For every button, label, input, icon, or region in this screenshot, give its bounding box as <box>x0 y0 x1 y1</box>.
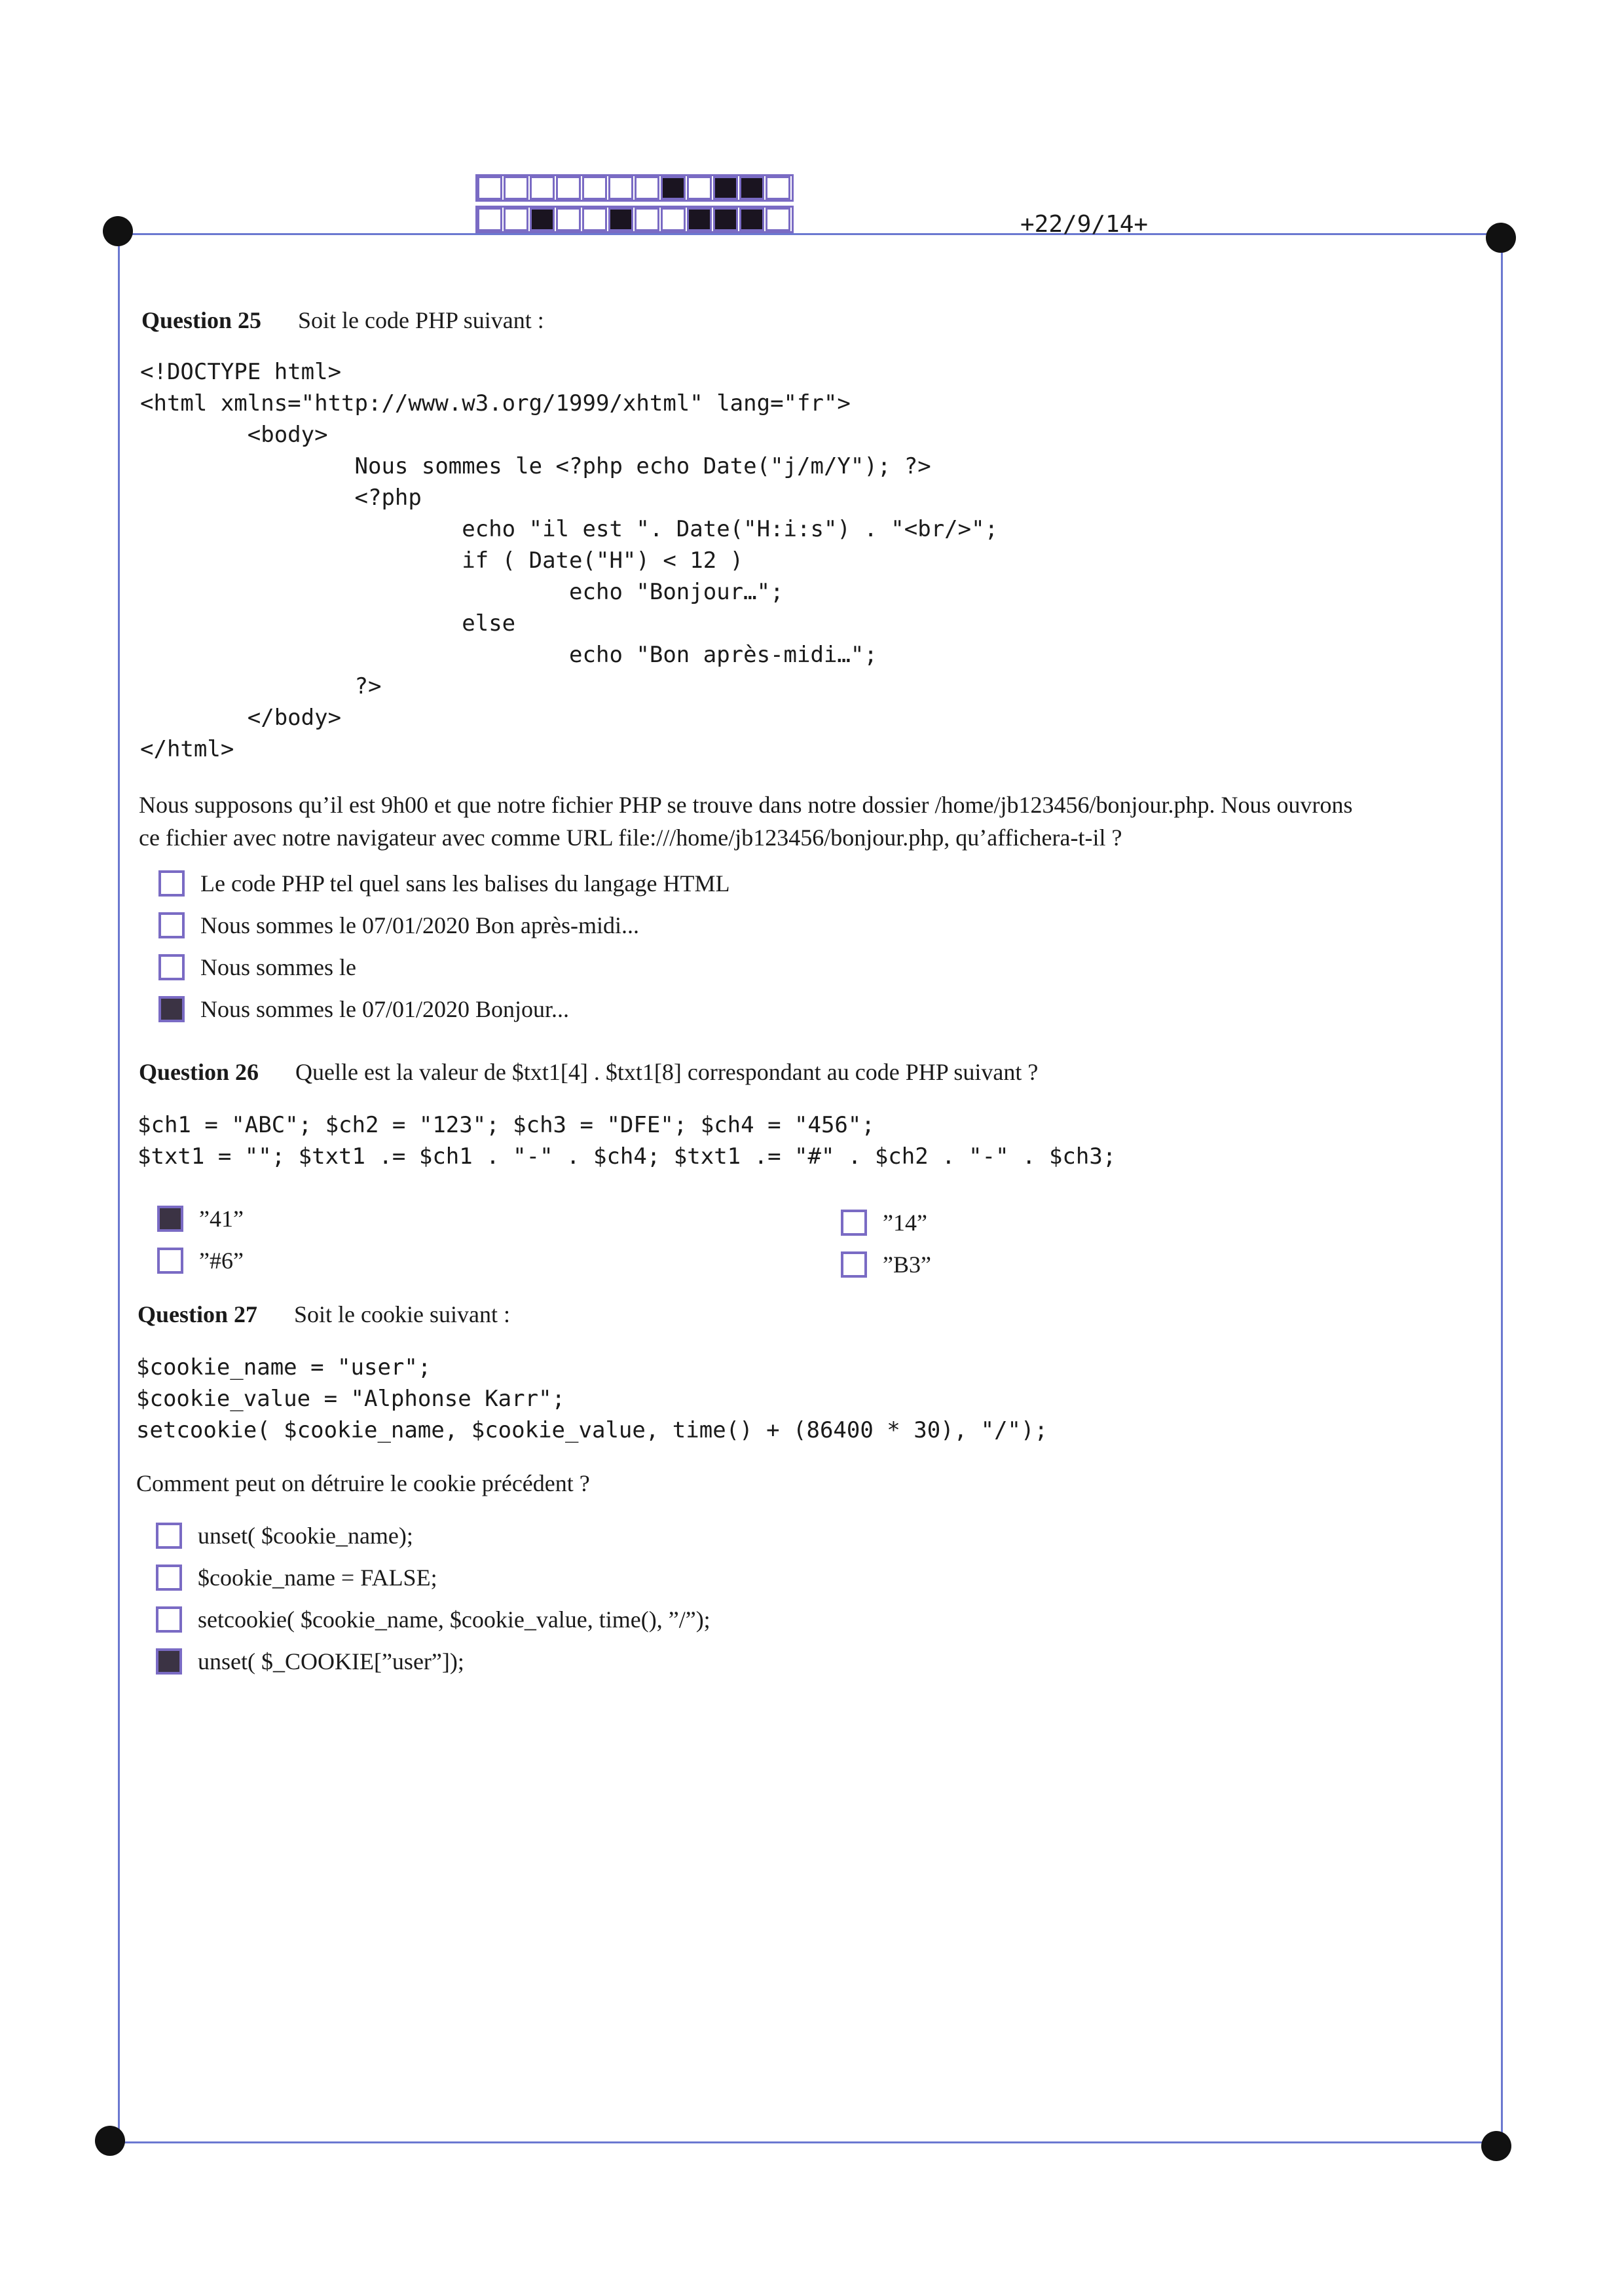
answer-checkbox[interactable] <box>156 1648 182 1675</box>
answer-option[interactable] <box>841 1209 927 1236</box>
barcode-cell <box>582 208 607 231</box>
answer-checkbox[interactable] <box>158 912 185 938</box>
code-line: <html xmlns="http://www.w3.org/1999/xhtml" lang="fr"> <box>140 390 851 417</box>
barcode-cell <box>713 176 738 200</box>
answer-label: ”B3” <box>883 1251 931 1278</box>
code-line: Nous sommes le <?php echo Date("j/m/Y"); ?> <box>140 453 931 479</box>
code-line: else <box>140 610 516 637</box>
question-number: Question 25 <box>141 307 262 333</box>
answer-option[interactable] <box>156 1648 464 1675</box>
answer-checkbox[interactable] <box>158 870 185 897</box>
question-text: Comment peut on détruire le cookie précédent ? <box>136 1470 590 1496</box>
barcode-cell <box>504 208 528 231</box>
code-line: </body> <box>140 705 342 731</box>
code-line: echo "Bonjour…"; <box>140 579 784 605</box>
code-line: <?php <box>140 485 422 511</box>
answer-option[interactable] <box>841 1251 931 1278</box>
barcode-cell <box>739 208 764 231</box>
corner-marker-bottom-right <box>1481 2131 1511 2161</box>
barcode-cell <box>687 176 712 200</box>
answer-checkbox[interactable] <box>158 996 185 1022</box>
barcode-cell <box>713 208 738 231</box>
question-25-title <box>141 306 544 334</box>
answer-label: Le code PHP tel quel sans les balises du langage HTML <box>200 870 730 897</box>
answer-option[interactable] <box>157 1247 244 1274</box>
barcode-cell <box>530 176 555 200</box>
answer-checkbox[interactable] <box>156 1565 182 1591</box>
barcode-cell <box>766 208 790 231</box>
paragraph-line: Nous supposons qu’il est 9h00 et que notre fichier PHP se trouve dans notre dossier /home/jb123456/bonjour.php. Nous ouvrons <box>139 792 1353 818</box>
answer-checkbox[interactable] <box>157 1206 183 1232</box>
barcode-cell <box>608 176 633 200</box>
page-barcode-row1 <box>475 174 794 202</box>
answer-label: ”14” <box>883 1210 927 1236</box>
answer-label: Nous sommes le 07/01/2020 Bon après-midi... <box>200 912 639 938</box>
corner-marker-bottom-left <box>95 2126 125 2156</box>
corner-marker-top-left <box>103 216 133 246</box>
question-26-title <box>139 1058 1038 1086</box>
answer-label: setcookie( $cookie_name, $cookie_value, time(), ”/”); <box>198 1606 710 1633</box>
answer-checkbox[interactable] <box>157 1248 183 1274</box>
barcode-cell <box>766 176 790 200</box>
code-block <box>140 356 998 765</box>
answer-option[interactable] <box>158 912 639 939</box>
answer-option[interactable] <box>157 1205 244 1232</box>
answer-checkbox[interactable] <box>841 1210 867 1236</box>
barcode-cell <box>477 208 502 231</box>
code-block <box>138 1109 1116 1172</box>
barcode-cell <box>635 176 659 200</box>
question-prompt: Soit le cookie suivant : <box>294 1301 510 1327</box>
barcode-cell <box>661 208 686 231</box>
page-id: +22/9/14+ <box>1020 211 1149 238</box>
barcode-cell <box>556 208 581 231</box>
answer-option[interactable] <box>156 1606 710 1633</box>
answer-option[interactable] <box>158 995 569 1023</box>
question-number: Question 26 <box>139 1059 259 1085</box>
answer-label: ”41” <box>199 1206 244 1232</box>
barcode-cell <box>661 176 686 200</box>
frame-bottom-line <box>110 2141 1500 2143</box>
code-line: <!DOCTYPE html> <box>140 359 342 385</box>
code-line: $ch1 = "ABC"; $ch2 = "123"; $ch3 = "DFE"; $ch4 = "456"; <box>138 1112 875 1138</box>
code-line: </html> <box>140 736 234 762</box>
question-prompt: Soit le code PHP suivant : <box>298 307 544 333</box>
barcode-cell <box>687 208 712 231</box>
barcode-cell <box>635 208 659 231</box>
page-barcode-row2 <box>475 206 794 233</box>
answer-checkbox[interactable] <box>841 1251 867 1278</box>
barcode-cell <box>556 176 581 200</box>
answer-option[interactable] <box>156 1564 437 1591</box>
code-line: $txt1 = ""; $txt1 .= $ch1 . "-" . $ch4; $txt1 .= "#" . $ch2 . "-" . $ch3; <box>138 1143 1116 1170</box>
code-line: if ( Date("H") < 12 ) <box>140 547 744 574</box>
question-number: Question 27 <box>138 1301 258 1327</box>
barcode-cell <box>739 176 764 200</box>
code-line: <body> <box>140 422 328 448</box>
question-27-title <box>138 1301 510 1328</box>
answer-option[interactable] <box>158 870 730 897</box>
answer-option[interactable] <box>156 1522 413 1549</box>
code-line: echo "il est ". Date("H:i:s") . "<br/>"; <box>140 516 999 542</box>
code-line: setcookie( $cookie_name, $cookie_value, time() + (86400 * 30), "/"); <box>136 1417 1048 1443</box>
code-line: ?> <box>140 673 382 699</box>
code-line: echo "Bon après-midi…"; <box>140 642 877 668</box>
barcode-cell <box>582 176 607 200</box>
question-paragraph <box>139 788 1353 854</box>
answer-checkbox[interactable] <box>158 954 185 980</box>
code-block <box>136 1352 1048 1446</box>
code-line: $cookie_name = "user"; <box>136 1354 432 1380</box>
frame-top-line <box>118 233 1500 235</box>
barcode-cell <box>477 176 502 200</box>
barcode-cell <box>504 176 528 200</box>
answer-label: unset( $_COOKIE[”user”]); <box>198 1648 464 1675</box>
answer-label: unset( $cookie_name); <box>198 1523 413 1549</box>
answer-option[interactable] <box>158 954 356 981</box>
answer-label: $cookie_name = FALSE; <box>198 1565 437 1591</box>
frame-left-line <box>118 233 120 2143</box>
barcode-cell <box>608 208 633 231</box>
code-line: $cookie_value = "Alphonse Karr"; <box>136 1386 566 1412</box>
answer-checkbox[interactable] <box>156 1523 182 1549</box>
paragraph-line: ce fichier avec notre navigateur avec comme URL file:///home/jb123456/bonjour.php, qu’affichera-t-il ? <box>139 824 1122 851</box>
question-prompt: Quelle est la valeur de $txt1[4] . $txt1[8] correspondant au code PHP suivant ? <box>295 1059 1039 1085</box>
answer-label: ”#6” <box>199 1248 244 1274</box>
barcode-cell <box>530 208 555 231</box>
answer-checkbox[interactable] <box>156 1606 182 1633</box>
answer-label: Nous sommes le <box>200 954 356 980</box>
frame-right-line <box>1501 237 1503 2143</box>
corner-marker-top-right <box>1486 223 1516 253</box>
answer-label: Nous sommes le 07/01/2020 Bonjour... <box>200 996 570 1022</box>
